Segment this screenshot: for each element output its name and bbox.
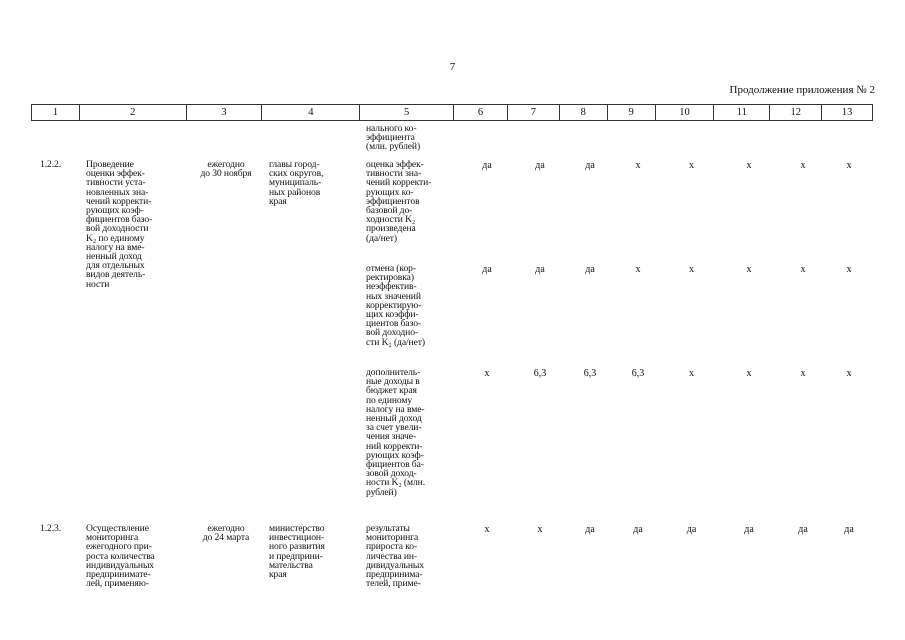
column-header-4: 4 — [261, 105, 359, 120]
value-cell: да — [585, 264, 595, 275]
value-cell: х — [484, 368, 490, 379]
value-cell: да — [798, 524, 808, 535]
value-cell: х — [635, 264, 641, 275]
value-cell: да — [844, 524, 854, 535]
column-header-5: 5 — [359, 105, 453, 120]
continuation-title: Продолжение приложения № 2 — [729, 84, 875, 96]
value-cell: да — [535, 160, 545, 171]
column-header-9: 9 — [607, 105, 655, 120]
column-header-13: 13 — [821, 105, 872, 120]
executor-text: главы город- ских округов, муниципаль- ных районов края — [269, 159, 324, 207]
executor-text: министерство инвестицион- ного развития и предприни- мательства края — [269, 523, 325, 581]
column-header-10: 10 — [655, 105, 714, 120]
value-cell: 6,3 — [631, 368, 645, 379]
value-cell: х — [800, 160, 806, 171]
column-header-8: 8 — [559, 105, 607, 120]
indicator-text: результаты мониторинга прироста ко- личества ин- дивидуальных предпринима- телей, приме- — [366, 523, 424, 590]
indicator-text: оценка эффек- тивности зна- чений корректи- рующих ко- эффициентов базовой до- ходности K₂ произведена (да/нет) — [366, 159, 432, 244]
page-number: 7 — [449, 61, 456, 73]
value-cell: х — [689, 160, 694, 171]
value-cell: да — [585, 524, 595, 535]
column-header-1: 1 — [52, 107, 59, 118]
value-cell: да — [535, 264, 545, 275]
column-header-7: 7 — [507, 105, 559, 120]
value-cell: да — [744, 524, 754, 535]
value-cell: х — [800, 264, 806, 275]
column-header-2: 2 — [79, 105, 186, 120]
measure-text: Проведение оценки эффек- тивности уста- новленных зна- чений корректи- рующих коэф- фициентов базо- вой доходности K₂ по единому налогу на вме- ненный доход для отдельных видов деятель- ности — [86, 159, 153, 290]
value-cell: 6,3 — [583, 368, 597, 379]
column-header-3: 3 — [186, 105, 262, 120]
value-cell: х — [484, 524, 490, 535]
value-cell: х — [635, 160, 641, 171]
value-cell: да — [686, 524, 697, 535]
value-cell: 6,3 — [533, 368, 547, 379]
value-cell: да — [482, 160, 492, 171]
column-header-11: 11 — [713, 105, 769, 120]
table-header-row — [31, 104, 873, 121]
column-header-6: 6 — [453, 105, 507, 120]
value-cell: х — [746, 160, 752, 171]
value-cell: х — [846, 264, 852, 275]
carryover-indicator: нального ко- эффициента (млн. рублей) — [366, 123, 421, 153]
value-cell: да — [482, 264, 492, 275]
measure-text: Осуществление мониторинга ежегодного при- роста количества индивидуальных предпринимате- лей, применяю- — [86, 523, 155, 590]
indicator-text: отмена (кор- ректировка) неэффектив- ных значений корректирую- щих коэффи- циентов базо- вой доходно- сти K₂ (да/нет) — [366, 263, 425, 348]
column-header-12: 12 — [769, 105, 821, 120]
value-cell: х — [846, 368, 852, 379]
value-cell: да — [633, 524, 643, 535]
value-cell: х — [746, 368, 752, 379]
deadline-text: ежегодно до 30 ноября — [200, 159, 252, 180]
value-cell: х — [537, 524, 543, 535]
indicator-text: дополнитель- ные доходы в бюджет края по единому налогу на вме- ненный доход за счет увели- чения значе- ний корректи- рующих коэф- фициентов ба- зовой доход- ности K₂ (млн. рублей) — [366, 367, 426, 498]
value-cell: х — [689, 368, 694, 379]
value-cell: да — [585, 160, 595, 171]
value-cell: х — [746, 264, 752, 275]
value-cell: х — [846, 160, 852, 171]
value-cell: х — [689, 264, 694, 275]
row-number: 1.2.3. — [40, 523, 61, 534]
row-number: 1.2.2. — [40, 159, 61, 170]
deadline-text: ежегодно до 24 марта — [202, 523, 250, 544]
value-cell: х — [800, 368, 806, 379]
